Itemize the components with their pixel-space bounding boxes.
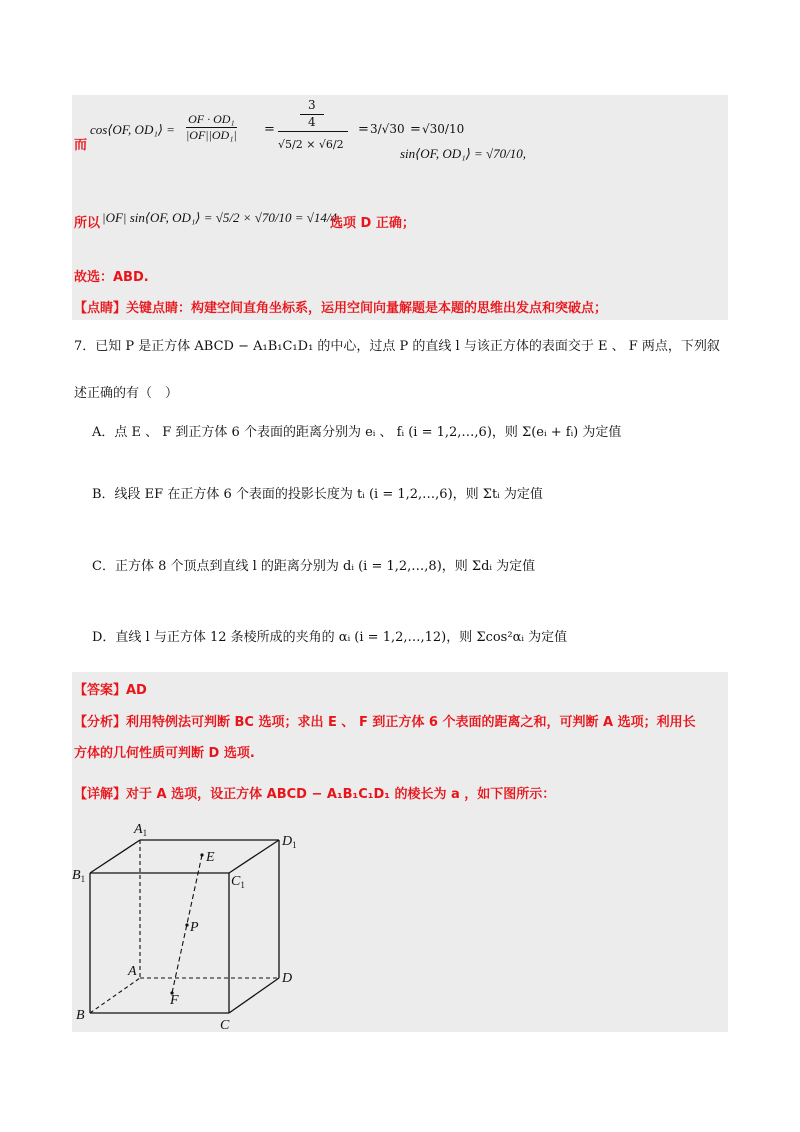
edge-b1-a1 bbox=[90, 840, 140, 873]
label-a1: $A_1$ bbox=[134, 822, 148, 838]
cos-frac: $\frac{\text{OF · OD₁}}{\text{|OF||OD₁|}}$ bbox=[186, 112, 237, 142]
label-p: P bbox=[190, 920, 199, 935]
cos-line: 而 cos⟨OF, OD₁⟩ = $\frac{\text{OF · OD₁}}{\text{|OF||OD₁|}}$ = 3 4 √5/2 × √6/2 = 3/√30 = √30/10 sin⟨OF, OD₁⟩ = √70/10, bbox=[74, 98, 724, 178]
big-frac: 3 4 √5/2 × √6/2 bbox=[274, 98, 354, 172]
product-expr: |OF| sin⟨OF, OD₁⟩ = √5/2 × √70/10 = √14/4, bbox=[102, 210, 341, 225]
er-prefix: 而 bbox=[74, 138, 88, 153]
eq-val2: √30/10 bbox=[422, 122, 465, 136]
label-d1: $D_1$ bbox=[282, 834, 297, 850]
option-a: A．点 E 、 F 到正方体 6 个表面的距离分别为 eᵢ 、 fᵢ (i = 1,2,…,6)，则 Σ(eᵢ + fᵢ) 为定值 bbox=[92, 425, 622, 440]
point-e bbox=[200, 853, 203, 856]
edge-c-d bbox=[229, 978, 279, 1013]
edge-a-b bbox=[90, 978, 140, 1013]
label-b: B bbox=[76, 1008, 85, 1023]
cube-figure bbox=[72, 815, 332, 1035]
suoyi: 所以 bbox=[74, 216, 101, 231]
guxuan: 故选：ABD. bbox=[74, 270, 149, 285]
label-c1: $C_1$ bbox=[231, 874, 245, 890]
label-f: F bbox=[170, 993, 179, 1008]
product-line bbox=[74, 200, 724, 240]
option-d-correct: 选项 D 正确； bbox=[330, 216, 415, 231]
label-b1: $B_1$ bbox=[72, 868, 86, 884]
eq-val1: 3/√30 bbox=[370, 122, 405, 136]
point-p bbox=[185, 923, 188, 926]
question-line2: 述正确的有（ ） bbox=[74, 386, 179, 401]
edge-c1-d1 bbox=[229, 840, 279, 873]
cos-expr: cos⟨OF, OD₁⟩ = bbox=[90, 122, 175, 137]
label-c: C bbox=[220, 1018, 230, 1033]
dianjing: 【点睛】关键点睛：构建空间直角坐标系，运用空间向量解题是本题的思维出发点和突破点； bbox=[74, 301, 608, 316]
label-d: D bbox=[282, 971, 293, 986]
label-e: E bbox=[206, 850, 215, 865]
label-a: A bbox=[128, 964, 137, 979]
answer: 【答案】AD bbox=[74, 683, 147, 698]
analysis-2: 方体的几何性质可判断 D 选项. bbox=[74, 746, 255, 761]
option-b: B．线段 EF 在正方体 6 个表面的投影长度为 tᵢ (i = 1,2,…,6)，则 Σtᵢ 为定值 bbox=[92, 487, 543, 502]
option-d: D．直线 l 与正方体 12 条棱所成的夹角的 αᵢ (i = 1,2,…,12)，则 Σcos²αᵢ 为定值 bbox=[92, 630, 568, 645]
sin-expr: sin⟨OF, OD₁⟩ = √70/10, bbox=[400, 146, 527, 161]
question-line1: 7．已知 P 是正方体 ABCD − A₁B₁C₁D₁ 的中心，过点 P 的直线 l 与该正方体的表面交于 E 、 F 两点，下列叙 bbox=[74, 339, 720, 354]
analysis-1: 【分析】利用特例法可判断 BC 选项；求出 E 、 F 到正方体 6 个表面的距离之和，可判断 A 选项；利用长 bbox=[74, 715, 696, 730]
option-c: C．正方体 8 个顶点到直线 l 的距离分别为 dᵢ (i = 1,2,…,8)，则 Σdᵢ 为定值 bbox=[92, 559, 536, 574]
detail: 【详解】对于 A 选项，设正方体 ABCD − A₁B₁C₁D₁ 的棱长为 a ，如下图所示： bbox=[74, 787, 556, 802]
